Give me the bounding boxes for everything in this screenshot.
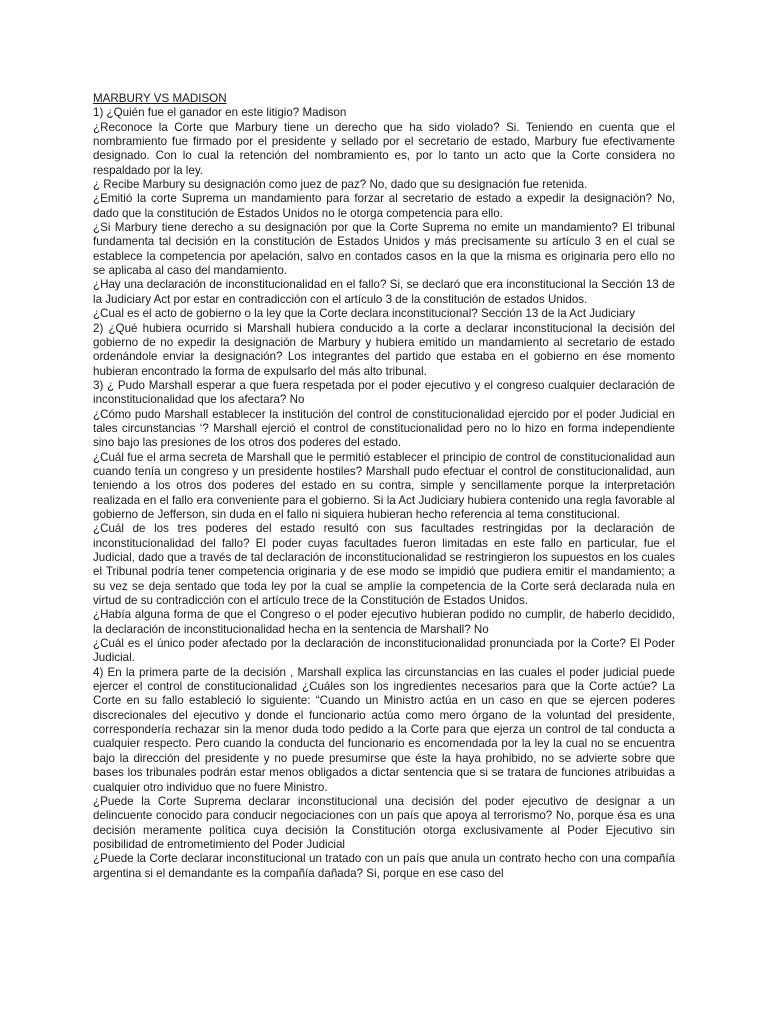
paragraph: 3) ¿ Pudo Marshall esperar a que fuera respetada por el poder ejecutivo y el congreso cualquier declaración de inconstitucionalidad que los afectara? No [93, 378, 675, 407]
paragraph: ¿Si Marbury tiene derecho a su designación por que la Corte Suprema no emite un mandamiento? El tribunal fundamenta tal decisión en la constitución de Estados Unidos y más precisamente su artículo 3 en el cual se establece la competencia por apelación, salvo en contados casos en la que la misma es originaria pero ello no se aplicaba al caso del mandamiento. [93, 221, 675, 278]
document-page [93, 92, 675, 881]
paragraph: ¿Hay una declaración de inconstitucionalidad en el fallo? Si, se declaró que era inconstitucional la Sección 13 de la Judiciary Act por estar en contradicción con el artículo 3 de la constitución de estados Unidos. [93, 278, 675, 306]
paragraph: 4) En la primera parte de la decisión , Marshall explica las circunstancias en las cuales el poder judicial puede ejercer el control de constitucionalidad ¿Cuáles son los ingredientes necesarios para que la Corte actúe? La Corte en su fallo estableció lo siguiente: “Cuando un Ministro actúa en un caso en que se ejercen poderes discrecionales del ejecutivo y donde el funcionario actúa como mero órgano de la voluntad del presidente, correspondería rechazar sin la menor duda todo pedido a la Corte para que ejerza un control de tal conducta a cualquier respecto. Pero cuando la conducta del funcionario es encomendada por la ley la cual no se encuentra bajo la dirección del presidente y no puede presumirse que éste la haya prohibido, no se advierte sobre que bases los tribunales podrán estar menos obligados a dictar sentencia que si se tratara de funciones atribuidas a cualquier otro individuo que no fuere Ministro. [93, 665, 675, 794]
paragraph: ¿Cuál es el único poder afectado por la declaración de inconstitucionalidad pronunciada por la Corte? El Poder Judicial. [93, 637, 675, 665]
document-title: MARBURY VS MADISON [93, 92, 227, 105]
paragraph: ¿Cómo pudo Marshall establecer la institución del control de constitucionalidad ejercido por el poder Judicial en tales circunstancias ‘? Marshall ejerció el control de constitucionalidad pero no lo hizo en forma independiente sino bajo las presiones de los otros dos poderes del estado. [93, 407, 675, 450]
paragraph: ¿Cuál fue el arma secreta de Marshall que le permitió establecer el principio de control de constitucionalidad aun cuando tenía un congreso y un presidente hostiles? Marshall pudo efectuar el control de constitucionalidad, aun teniendo a los otros dos poderes del estado en su contra, simple y sencillamente porque la interpretación realizada en el fallo era conveniente para el gobierno. Si la Act Judiciary hubiera contenido una regla favorable al gobierno de Jefferson, sin duda en el fallo ni siquiera hubieran hecho referencia al tema constitucional. [93, 450, 675, 521]
paragraph: ¿Cuál de los tres poderes del estado resultó con sus facultades restringidas por la declaración de inconstitucionalidad del fallo? El poder cuyas facultades fueron limitadas en este fallo en particular, fue el Judicial, dado que a través de tal declaración de inconstitucionalidad se restringieron los supuestos en los cuales el Tribunal podría tener competencia originaria y de ese modo se impidió que pudiera emitir el mandamiento; a su vez se deja sentado que toda ley por la cual se amplíe la competencia de la Corte será declarada nula en virtud de su contradicción con el artículo trece de la Constitución de Estados Unidos. [93, 522, 675, 608]
paragraph: ¿Emitió la corte Suprema un mandamiento para forzar al secretario de estado a expedir la designación? No, dado que la constitución de Estados Unidos no le otorga competencia para ello. [93, 192, 675, 220]
paragraph: ¿Reconoce la Corte que Marbury tiene un derecho que ha sido violado? Si. Teniendo en cuenta que el nombramiento fue firmado por el presidente y sellado por el secretario de estado, Marbury fue efectivamente designado. Con lo cual la retención del nombramiento es, por lo tanto un acto que la Corte considera no respaldado por la ley. [93, 120, 675, 177]
paragraph: ¿Cual es el acto de gobierno o la ley que la Corte declara inconstitucional? Sección 13 de la Act Judiciary [93, 307, 636, 321]
paragraph: 2) ¿Qué hubiera ocurrido si Marshall hubiera conducido a la corte a declarar inconstitucional la decisión del gobierno de no expedir la designación de Marbury y hubiera emitido un mandamiento al secretario de estado ordenándole enviar la designación? Los integrantes del partido que estaba en el gobierno en ése momento hubieran encontrado la forma de expulsarlo del más alto tribunal. [93, 321, 675, 378]
paragraph: ¿Puede la Corte Suprema declarar inconstitucional una decisión del poder ejecutivo de designar a un delincuente conocido para conducir negociaciones con un país que apoya al terrorismo? No, porque ésa es una decisión meramente política cuya decisión la Constitución otorga exclusivamente al Poder Ejecutivo sin posibilidad de entrometimiento del Poder Judicial [93, 794, 675, 851]
paragraph: ¿ Recibe Marbury su designación como juez de paz? No, dado que su designación fue retenida. [93, 178, 588, 192]
paragraph: ¿Puede la Corte declarar inconstitucional un tratado con un país que anula un contrato hecho con una compañía argentina si el demandante es la compañía dañada? Si, porque en ese caso del [93, 852, 675, 880]
paragraph: ¿Había alguna forma de que el Congreso o el poder ejecutivo hubieran podido no cumplir, de haberlo decidido, la declaración de inconstitucionalidad hecha en la sentencia de Marshall? No [93, 608, 675, 636]
paragraph: 1) ¿Quién fue el ganador en este litigio? Madison [93, 106, 347, 120]
